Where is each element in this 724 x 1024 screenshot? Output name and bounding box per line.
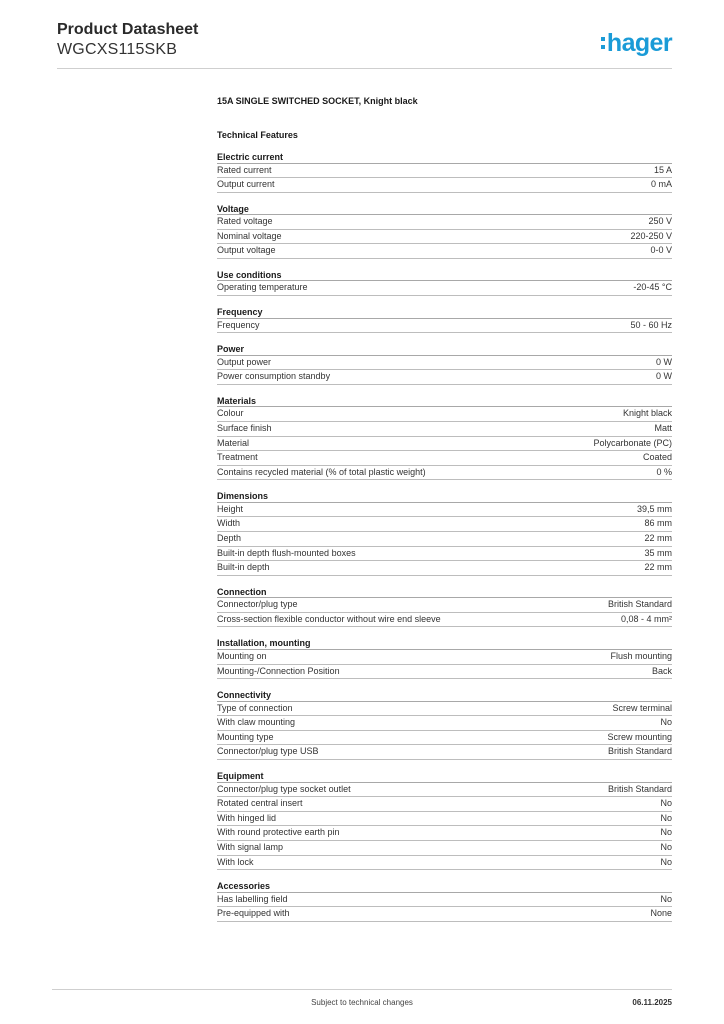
spec-row — [217, 244, 672, 259]
section-title: Dimensions — [217, 490, 672, 503]
spec-section — [217, 490, 672, 575]
spec-section — [217, 880, 672, 922]
spec-label: Connector/plug type — [217, 599, 298, 610]
spec-row — [217, 422, 672, 437]
spec-label: Has labelling field — [217, 893, 288, 904]
logo-dots-icon — [601, 37, 605, 49]
header-divider — [57, 68, 672, 69]
spec-label: Contains recycled material (% of total plastic weight) — [217, 466, 426, 477]
spec-row — [217, 215, 672, 230]
section-title: Voltage — [217, 203, 672, 216]
datasheet-content — [217, 95, 672, 932]
technical-features-heading: Technical Features — [217, 130, 298, 140]
spec-section — [217, 306, 672, 333]
spec-section — [217, 203, 672, 259]
document-title: Product Datasheet — [57, 21, 199, 38]
spec-row — [217, 783, 672, 798]
spec-row — [217, 907, 672, 922]
spec-value: 50 - 60 Hz — [630, 319, 672, 330]
spec-section — [217, 689, 672, 760]
spec-value: No — [660, 856, 672, 867]
spec-section — [217, 637, 672, 679]
product-code: WGCXS115SKB — [57, 41, 178, 58]
spec-value: 39,5 mm — [636, 503, 672, 514]
spec-value: 0 mA — [650, 179, 672, 190]
spec-section — [217, 151, 672, 193]
section-title: Frequency — [217, 306, 672, 319]
spec-value: Back — [651, 665, 672, 676]
section-title: Materials — [217, 395, 672, 408]
spec-value: British Standard — [607, 746, 672, 757]
section-title: Installation, mounting — [217, 637, 672, 650]
spec-row — [217, 178, 672, 193]
spec-row — [217, 702, 672, 717]
feature-sections — [217, 151, 672, 922]
spec-value: 220-250 V — [630, 230, 672, 241]
spec-row — [217, 650, 672, 665]
spec-label: Connector/plug type socket outlet — [217, 783, 351, 794]
spec-row — [217, 503, 672, 518]
section-title: Power — [217, 343, 672, 356]
product-name: 15A SINGLE SWITCHED SOCKET, Knight black — [217, 96, 418, 106]
spec-label: With lock — [217, 856, 254, 867]
spec-label: Power consumption standby — [217, 371, 331, 382]
spec-row — [217, 613, 672, 628]
spec-value: 86 mm — [644, 518, 672, 529]
spec-value: Screw terminal — [612, 702, 672, 713]
spec-section — [217, 770, 672, 870]
spec-label: Rated voltage — [217, 216, 273, 227]
spec-value: 250 V — [648, 216, 672, 227]
spec-row — [217, 370, 672, 385]
spec-value: Matt — [654, 422, 672, 433]
spec-row — [217, 598, 672, 613]
spec-row — [217, 356, 672, 371]
spec-label: Operating temperature — [217, 282, 308, 293]
spec-row — [217, 716, 672, 731]
spec-row — [217, 893, 672, 908]
spec-label: Mounting type — [217, 731, 274, 742]
spec-section — [217, 343, 672, 385]
spec-row — [217, 841, 672, 856]
spec-label: With signal lamp — [217, 841, 284, 852]
spec-value: British Standard — [607, 599, 672, 610]
spec-value: 0-0 V — [650, 245, 672, 256]
section-title: Use conditions — [217, 269, 672, 282]
spec-row — [217, 319, 672, 334]
spec-value: 15 A — [653, 164, 672, 175]
spec-label: With round protective earth pin — [217, 827, 340, 838]
spec-row — [217, 826, 672, 841]
spec-label: Colour — [217, 408, 244, 419]
spec-row — [217, 517, 672, 532]
spec-section — [217, 586, 672, 628]
spec-row — [217, 230, 672, 245]
spec-label: Rated current — [217, 164, 272, 175]
spec-row — [217, 466, 672, 481]
spec-label: Height — [217, 503, 244, 514]
spec-label: With hinged lid — [217, 812, 277, 823]
spec-row — [217, 547, 672, 562]
spec-value: British Standard — [607, 783, 672, 794]
spec-label: Built-in depth flush-mounted boxes — [217, 547, 356, 558]
spec-value: No — [660, 827, 672, 838]
spec-row — [217, 561, 672, 576]
section-title: Accessories — [217, 880, 672, 893]
spec-value: Flush mounting — [610, 650, 672, 661]
footer-date: 06.11.2025 — [632, 998, 672, 1007]
spec-label: Built-in depth — [217, 562, 270, 573]
spec-label: Output current — [217, 179, 275, 190]
spec-row — [217, 665, 672, 680]
spec-value: Screw mounting — [607, 731, 672, 742]
logo-text: hager — [606, 29, 672, 57]
spec-value: -20-45 °C — [633, 282, 672, 293]
spec-value: No — [660, 798, 672, 809]
spec-label: Frequency — [217, 319, 260, 330]
spec-value: Polycarbonate (PC) — [593, 437, 672, 448]
spec-label: Mounting on — [217, 650, 267, 661]
spec-row — [217, 731, 672, 746]
spec-label: Material — [217, 437, 250, 448]
page-header — [57, 20, 672, 70]
spec-section — [217, 395, 672, 480]
spec-row — [217, 451, 672, 466]
spec-row — [217, 797, 672, 812]
spec-value: 0 % — [656, 466, 672, 477]
spec-value: 22 mm — [644, 562, 672, 573]
spec-row — [217, 437, 672, 452]
section-title: Connection — [217, 586, 672, 599]
footer-divider — [52, 989, 672, 990]
spec-label: Pre-equipped with — [217, 908, 290, 919]
spec-label: Mounting-/Connection Position — [217, 665, 340, 676]
spec-row — [217, 164, 672, 179]
spec-label: With claw mounting — [217, 717, 296, 728]
spec-value: No — [660, 841, 672, 852]
spec-label: Surface finish — [217, 422, 272, 433]
spec-label: Rotated central insert — [217, 798, 303, 809]
spec-row — [217, 745, 672, 760]
spec-value: Coated — [642, 452, 672, 463]
spec-label: Output power — [217, 356, 272, 367]
spec-value: 22 mm — [644, 533, 672, 543]
spec-label: Output voltage — [217, 245, 276, 256]
spec-label: Width — [217, 518, 241, 529]
spec-row — [217, 407, 672, 422]
spec-section — [217, 269, 672, 296]
spec-label: Depth — [217, 533, 242, 543]
spec-label: Cross-section flexible conductor without wire end sleeve — [217, 613, 441, 624]
section-title: Connectivity — [217, 689, 672, 702]
spec-value: 0 W — [655, 356, 672, 367]
spec-label: Treatment — [217, 452, 258, 463]
spec-value: No — [660, 717, 672, 728]
spec-label: Nominal voltage — [217, 230, 282, 241]
spec-value: Knight black — [622, 408, 672, 419]
spec-row — [217, 532, 672, 547]
spec-value: No — [660, 812, 672, 823]
spec-label: Connector/plug type USB — [217, 746, 319, 757]
spec-value: 0,08 - 4 mm² — [620, 613, 672, 624]
spec-value: No — [660, 893, 672, 904]
footer-note: Subject to technical changes — [311, 998, 413, 1007]
spec-row — [217, 812, 672, 827]
spec-value: 35 mm — [644, 547, 672, 558]
spec-row — [217, 281, 672, 296]
section-title: Electric current — [217, 151, 672, 164]
spec-row — [217, 856, 672, 871]
spec-value: 0 W — [655, 371, 672, 382]
hager-logo — [601, 28, 672, 58]
spec-value: None — [650, 908, 672, 919]
spec-label: Type of connection — [217, 702, 293, 713]
section-title: Equipment — [217, 770, 672, 783]
